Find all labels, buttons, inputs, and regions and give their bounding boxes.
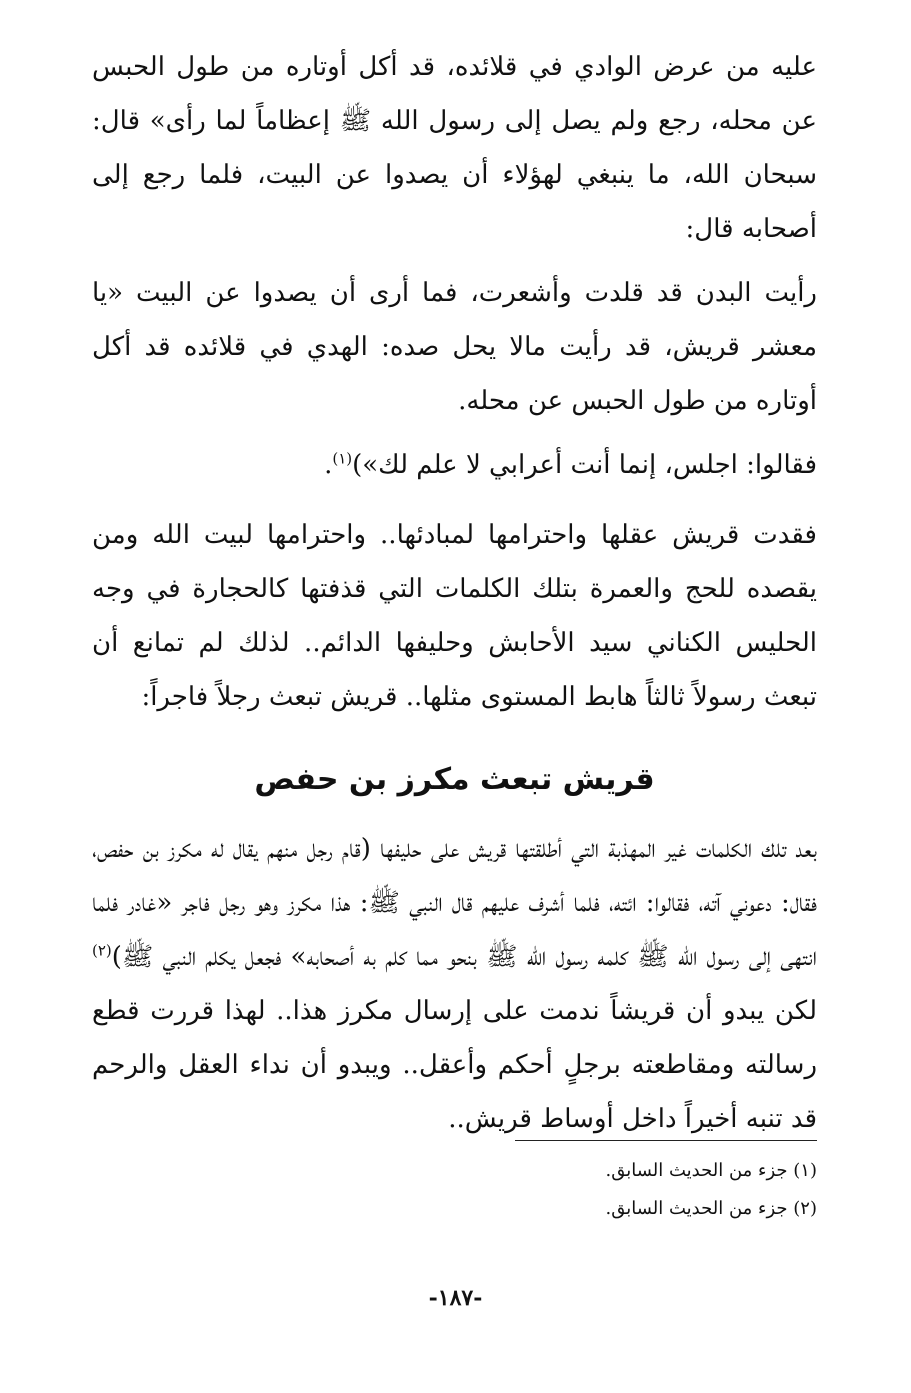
paragraph-1: عليه من عرض الوادي في قلائده، قد أكل أوتاره من طول الحبس عن محله، رجع ولم يصل إلى رسول الله ﷺ إعظاماً لما رأى» قال: سبحان الله، ما ينبغي لهؤلاء أن يصدوا عن البيت، فلما رجع إلى أصحابه قال: [92,52,817,244]
footnote-1: (١) جزء من الحديث السابق. [605,1160,817,1181]
footnote-ref-2[interactable]: (٢) [92,941,112,960]
paragraph-5-part-1: بعد تلك الكلمات غير المهذبة التي أطلقتها قريش على حليفها (قام رجل منهم يقال له مكرز بن حفص، فقال: دعوني آته، فقالوا: ائته، فلما أشرف عليهم قال النبي ﷺ: هذا مكرز وهو رجل فاجر «غادر فلما انتهى إلى رسول الله ﷺ كلمه رسول الله ﷺ بنحو مما كلم به أصحابه» فجعل يكلم النبي ﷺ) [92,834,817,972]
footnote-2: (٢) جزء من الحديث السابق. [605,1198,817,1219]
section-heading: قريش تبعث مكرز بن حفص [254,762,655,797]
paragraph-5 [92,822,817,1146]
footnotes [92,1152,817,1228]
paragraph-4: فقدت قريش عقلها واحترامها لمبادئها.. واحترامها لبيت الله ومن يقصده للحج والعمرة بتلك الكلمات التي قذفتها كالحجارة في وجه الحليس الكناني سيد الأحابش وحليفها الدائم.. لذلك لم تمانع أن تبعث رسولاً ثالثاً هابط المستوى مثلها.. قريش تبعث رجلاً فاجراً: [92,520,817,712]
footnote-ref-1[interactable]: (١) [332,449,353,468]
paragraph-5-part-2: لكن يبدو أن قريشاً ندمت على إرسال مكرز هذا.. لهذا قررت قطع رسالته ومقاطعته برجلٍ أحكم وأعقل.. ويبدو أن نداء العقل والرحم قد تنبه أخيراً داخل أوساط قريش.. [92,996,817,1134]
page-number: -١٨٧- [428,1285,483,1311]
paragraph-3-text: فقالوا: اجلس، إنما أنت أعرابي لا علم لك») [352,450,817,480]
paragraph-3-end: . [324,450,333,480]
paragraph-3 [92,438,817,492]
paragraph-2: رأيت البدن قد قلدت وأشعرت، فما أرى أن يصدوا عن البيت «يا معشر قريش، قد رأيت مالا يحل صده: الهدي في قلائده قد أكل أوتاره من طول الحبس عن محله. [92,278,817,416]
footnote-divider [515,1140,817,1141]
page-body [92,40,817,1146]
